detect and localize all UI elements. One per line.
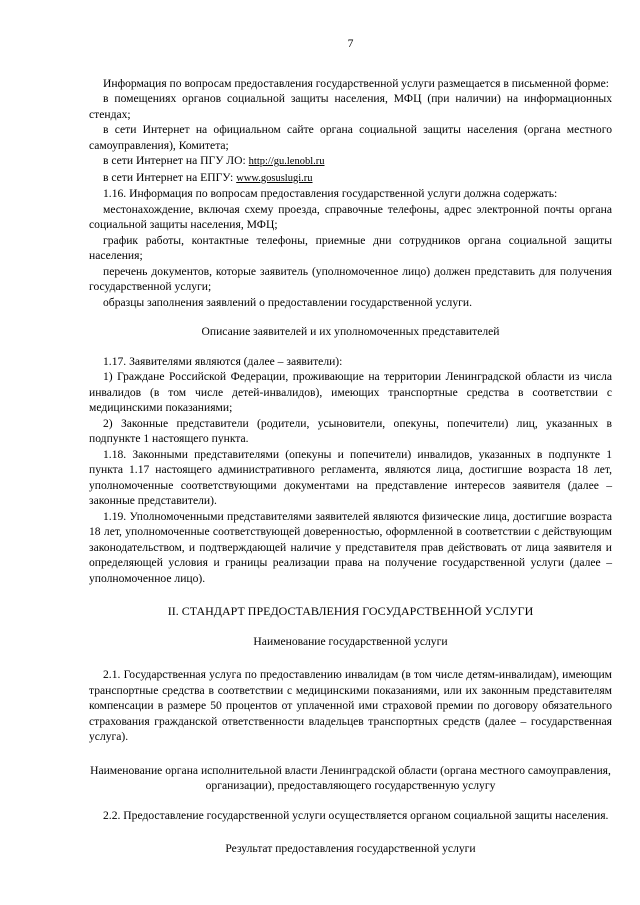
info-placement-block (89, 76, 612, 187)
paragraph: 1.16. Информация по вопросам предоставления государственной услуги должна содержать: (103, 187, 558, 200)
heading-applicants: Описание заявителей и их уполномоченных представителей (201, 325, 500, 338)
paragraph: 1.18. Законными представителями (опекуны и попечители) инвалидов, указанных в подпункте 1 пункта 1.17 настоящего административного регламента, являются лица, достигшие возраста 18 лет, уполномоченные соответствующими документами на представление интересов заявителя (далее – законные представители). (89, 447, 612, 507)
heading-authority: Наименование органа исполнительной власти Ленинградской области (органа местного самоуправления, организации), предоставляющего государственную услугу (90, 763, 611, 792)
paragraph-2-2: 2.2. Предоставление государственной услуги осуществляется органом социальной защиты населения. (103, 808, 609, 822)
pgu-link[interactable]: http://gu.lenobl.ru (248, 156, 325, 167)
paragraph: в помещениях органов социальной защиты населения, МФЦ (при наличии) на информационных стендах; (89, 92, 612, 121)
paragraph: 1) Граждане Российской Федерации, проживающие на территории Ленинградской области из числа инвалидов (в том числе детей-инвалидов), имеющих транспортные средства в соответствии с медицинскими показаниями; (89, 370, 612, 414)
applicants-block (89, 354, 612, 587)
page-number: 7 (347, 37, 354, 50)
pgu-line (89, 153, 612, 170)
paragraph: образцы заполнения заявлений о предоставлении государственной услуги. (103, 295, 472, 309)
epgu-link[interactable]: www.gosuslugi.ru (236, 172, 313, 184)
paragraph: график работы, контактные телефоны, приемные дни сотрудников органа социальной защиты населения; (89, 233, 612, 262)
paragraph-2-1: 2.1. Государственная услуга по предоставлению инвалидам (в том числе детям-инвалидам), имеющим транспортные средства в соответствии с медицинскими показаниями, или их законным представителям компенсации в размере 50 процентов от уплаченной ими страховой премии по договору обязательного страхования гражданской ответственности владельцев транспортных средств (далее – государственная услуга). (89, 668, 612, 743)
section-title: II. СТАНДАРТ ПРЕДОСТАВЛЕНИЯ ГОСУДАРСТВЕННОЙ УСЛУГИ (167, 604, 534, 618)
epgu-label: в сети Интернет на ЕПГУ: (103, 170, 234, 184)
heading-result: Результат предоставления государственной услуги (225, 842, 476, 855)
paragraph: Информация по вопросам предоставления государственной услуги размещается в письменной форме: (103, 76, 609, 90)
heading-service-name: Наименование государственной услуги (253, 634, 448, 648)
epgu-line (89, 170, 612, 187)
paragraph: 1.19. Уполномоченными представителями заявителей являются физические лица, достигшие возраста 18 лет, уполномоченные соответствующей доверенностью, оформленной в соответствии с действующим законодательством, и подтверждающей наличие у представителя прав действовать от лица заявителя и определяющей условия и границы реализации права на получение государственной услуги (далее – уполномоченное лицо). (89, 509, 612, 585)
paragraph: перечень документов, которые заявитель (уполномоченное лицо) должен представить для получения государственной услуги; (89, 264, 612, 293)
paragraph: 2) Законные представители (родители, усыновители, опекуны, попечители) лиц, указанных в подпункте 1 настоящего пункта. (89, 416, 612, 445)
paragraph: в сети Интернет на официальном сайте органа социальной защиты населения (органа местного самоуправления), Комитета; (89, 123, 612, 152)
paragraph: 1.17. Заявителями являются (далее – заявители): (103, 354, 343, 368)
info-content-block (89, 186, 612, 310)
pgu-label: в сети Интернет на ПГУ ЛО: (103, 154, 246, 167)
paragraph: местонахождение, включая схему проезда, справочные телефоны, адрес электронной почты органа социальной защиты населения, МФЦ; (89, 202, 612, 231)
